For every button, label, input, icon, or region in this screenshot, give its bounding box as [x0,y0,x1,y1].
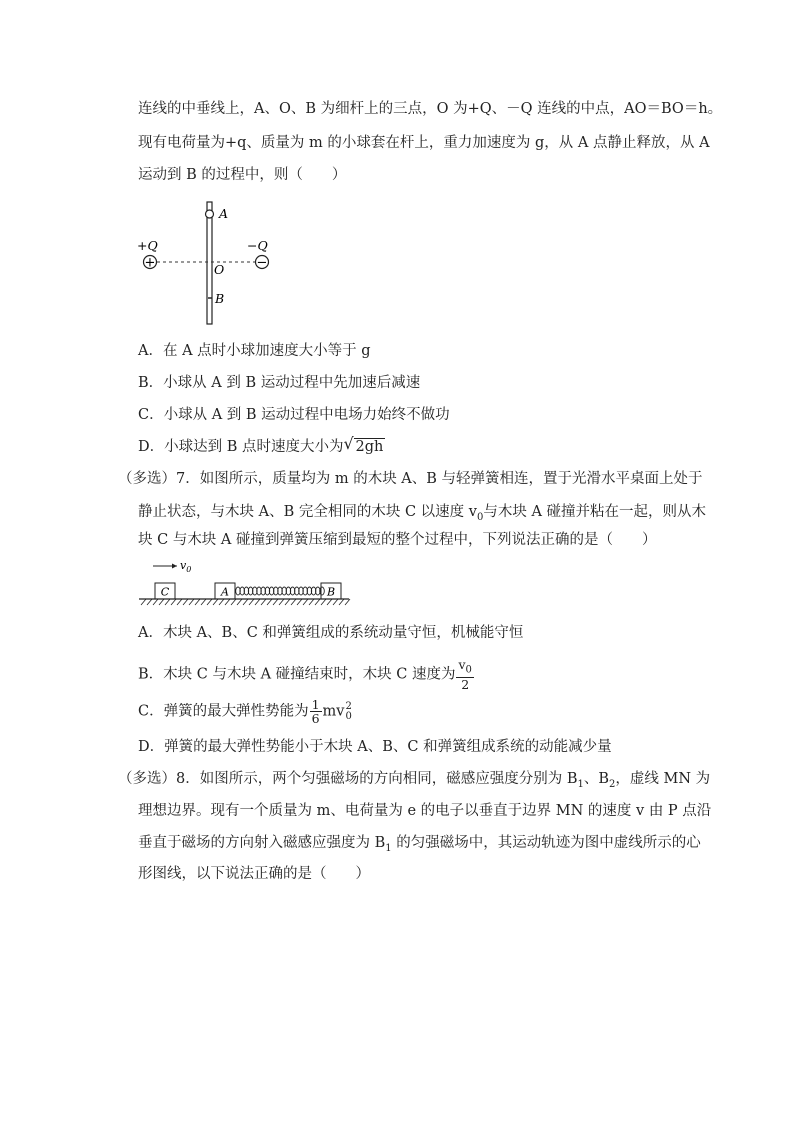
label-O: O [214,262,225,277]
q7-option-C-text: C．弹簧的最大弹性势能为 [138,703,309,720]
svg-text:B: B [326,585,336,599]
q8-line-4: 形图线，以下说法正确的是（ ） [138,866,370,882]
spring [236,587,325,595]
q7-option-C [138,698,352,725]
q6-option-B: B．小球从 A 到 B 运动过程中先加速后减速 [138,375,421,391]
sqrt-expression: √ 2gh [343,434,384,455]
q6-line-3: 运动到 B 的过程中，则（ ） [138,167,347,183]
q8-line-3: 垂直于磁场的方向射入磁感应强度为 $B_1$ 的匀强磁场中，其运动轨迹为图中虚线所示的心 [138,835,701,854]
mv-text: mv [322,703,345,720]
q7-option-D: D．弹簧的最大弹性势能小于木块 A、B、C 和弹簧组成系统的动能减少量 [138,739,612,755]
q8-line-2: 理想边界。现有一个质量为 m、电荷量为 e 的电子以垂直于边界 MN 的速度 v 由 P 点沿 [138,803,712,819]
q7-blocks-spring-figure [135,558,355,610]
q7-option-B-text: B．木块 C 与木块 A 碰撞结束时，木块 C 速度为 [138,666,456,683]
svg-text:C: C [160,585,170,599]
sup-sub-stack: 2 0 [345,700,352,722]
table-hatching [141,599,350,605]
q7-line-2b: 与木块 A 碰撞并粘在一起，则从木 [483,504,707,520]
q7-option-A: A．木块 A、B、C 和弹簧组成的系统动量守恒，机械能守恒 [138,625,524,641]
q8-line-1: （多选）8．如图所示，两个匀强磁场的方向相同，磁感应强度分别为 $B_1$、$B_2$，虚线 MN 为 [118,771,711,790]
velocity-label: $v_0$ [180,559,192,574]
q6-option-D-text: D．小球达到 B 点时速度大小为 [138,439,344,455]
q7-line-2 [138,503,706,527]
q6-option-A: A．在 A 点时小球加速度大小等于 g [138,343,371,359]
fraction-v0-over-2: $\frac{v_0}{2}$ [458,657,472,692]
velocity-arrow-icon [172,564,177,569]
ball-at-A [206,210,214,218]
q6-rod-charges-figure [135,198,285,330]
v0-subscript: 0 [476,511,484,523]
q6-line-1: 连线的中垂线上，A、O、B 为细杆上的三点，O 为+Q、－Q 连线的中点，AO＝BO＝h。 [138,101,723,117]
label-plus-Q: +Q [137,238,158,253]
q7-line-1: （多选）7．如图所示，质量均为 m 的木块 A、B 与轻弹簧相连，置于光滑水平桌面上处于 [118,471,703,487]
q6-line-2: 现有电荷量为+q、质量为 m 的小球套在杆上，重力加速度为 g，从 A 点静止释放，从 A [138,135,710,151]
thin-rod [207,202,212,324]
q6-option-D [138,434,385,456]
q7-line-2a: 静止状态，与木块 A、B 完全相同的木块 C 以速度 v [138,504,477,520]
label-minus-Q: −Q [247,238,268,253]
q7-option-B [138,658,475,691]
fraction-one-sixth: $\frac{1}{6}$ [311,697,320,726]
svg-text:A: A [221,585,229,599]
label-A: A [219,206,229,221]
q6-option-C: C．小球从 A 到 B 运动过程中电场力始终不做功 [138,407,450,423]
plus-sign: + [144,255,156,271]
sqrt-radicand: 2gh [355,439,384,455]
minus-sign: − [256,255,268,271]
label-B: B [215,291,225,306]
q7-line-3: 块 C 与木块 A 碰撞到弹簧压缩到最短的整个过程中，下列说法正确的是（ ） [138,532,657,548]
